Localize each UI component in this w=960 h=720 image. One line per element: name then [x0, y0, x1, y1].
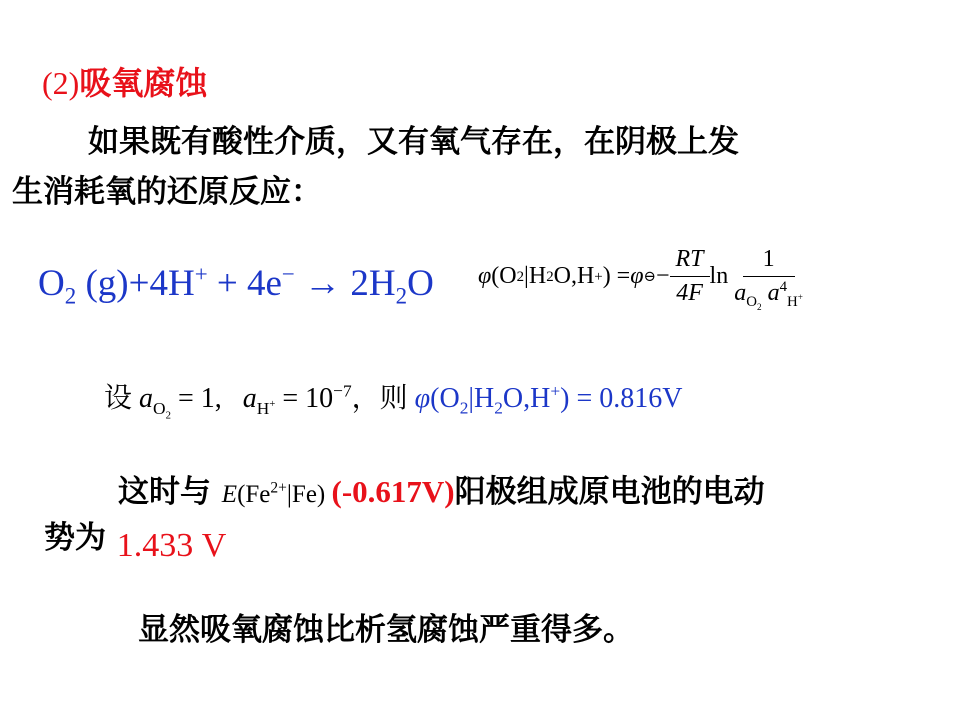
intro-line-2: 生消耗氧的还原反应：: [12, 174, 322, 210]
assumption-line: 设 $a_{O_2} = 1$, $a_{H^+} = 10^{-7}$，则 $\varphi(O_2|H_2O,H^+) = 0.816V$: [104, 381, 683, 422]
rt-over-4f-fraction: $\frac{RT}{4F}$: [670, 246, 710, 307]
section-title: 吸氧腐蚀: [79, 64, 208, 102]
section-heading: [42, 58, 207, 104]
emf-line-2: 势为 1.433 V: [44, 520, 227, 564]
conclusion-text: 显然吸氧腐蚀比析氢腐蚀严重得多。: [138, 612, 634, 648]
anode-potential: (-0.617V): [331, 474, 455, 509]
emf-value: 1.433 V: [116, 527, 227, 564]
emf-line-1: 这时与 $E(Fe^{2+}|Fe)$ (-0.617V)阳极组成原电池的电动: [118, 474, 765, 510]
reaction-equation: $O_2$ $(g)+4H^+ + 4e^- \to 2H_2O$: [38, 261, 434, 309]
section-number: (2): [42, 65, 80, 101]
intro-line-1: 如果既有酸性介质，又有氧气存在，在阴极上发: [88, 124, 739, 160]
nernst-equation: φ (O 2 |H 2 O,H + ) = φ ⊖ − $\frac{RT}{4F}$ ln $\frac{1}{a_{O_2} a^4_{H^+}}$: [478, 246, 809, 307]
cathode-potential-result: $\varphi(O_2|H_2O,H^+) = 0.816V$: [414, 381, 683, 418]
activity-fraction: $\frac{1}{a_{O_2} a^4_{H^+}}$: [734, 246, 803, 312]
